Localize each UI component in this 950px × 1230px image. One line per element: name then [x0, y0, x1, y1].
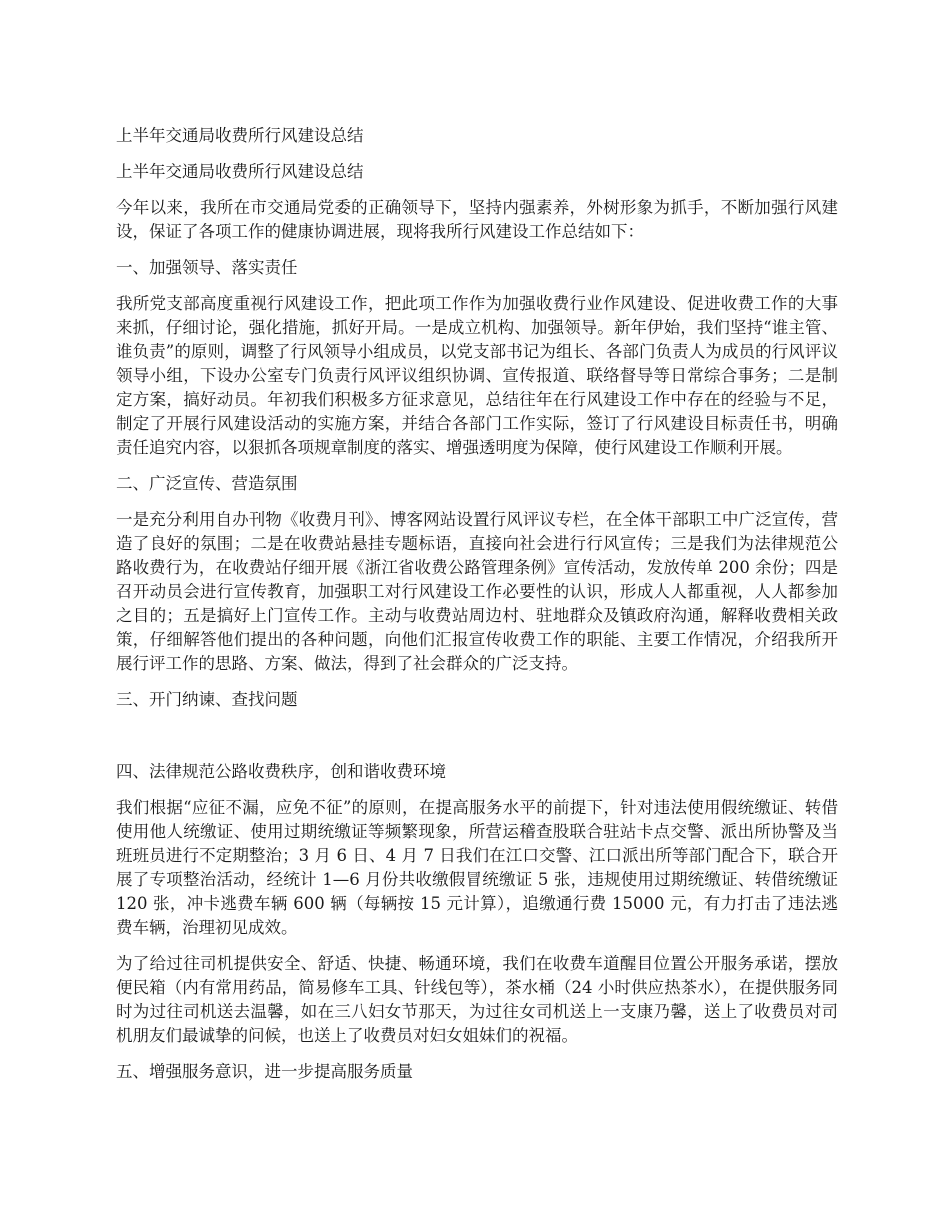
section-4-paragraph-2: 为了给过往司机提供安全、舒适、快捷、畅通环境，我们在收费车道醒目位置公开服务承诺，摆放便民箱（内有常用药品，简易修车工具、针线包等），茶水桶（24 小时供应热茶水），在提供服务同时为过往司机送去温馨，如在三八妇女节那天，为过往女司机送上一支康乃馨，送上了收费员对司机朋友们最诚挚的问候，也送上了收费员对妇女姐妹们的祝福。: [116, 954, 838, 1045]
intro-paragraph: 今年以来，我所在市交通局党委的正确领导下，坚持内强素养，外树形象为抓手，不断加强行风建设，保证了各项工作的健康协调进展，现将我所行风建设工作总结如下：: [116, 198, 838, 241]
section-1-heading: 一、加强领导、落实责任: [116, 258, 298, 277]
section-2-heading: 二、广泛宣传、营造氛围: [116, 474, 298, 493]
section-5-heading: 五、增强服务意识，进一步提高服务质量: [116, 1062, 413, 1081]
section-3-heading: 三、开门纳谏、查找问题: [116, 690, 298, 709]
section-2-paragraph: 一是充分利用自办刊物《收费月刊》、博客网站设置行风评议专栏，在全体干部职工中广泛宣传，营造了良好的氛围；二是在收费站悬挂专题标语，直接向社会进行行风宣传；三是我们为法律规范公路收费行为，在收费站仔细开展《浙江省收费公路管理条例》宣传活动，发放传单 200 余份；四是召开动员会进行宣传教育，加强职工对行风建设工作必要性的认识，形成人人都重视，人人都参加之目的；五是搞好上门宣传工作。主动与收费站周边村、驻地群众及镇政府沟通，解释收费相关政策，仔细解答他们提出的各种问题，向他们汇报宣传收费工作的职能、主要工作情况，介绍我所开展行评工作的思路、方案、做法，得到了社会群众的广泛支持。: [116, 510, 838, 673]
section-4-heading: 四、法律规范公路收费秩序，创和谐收费环境: [116, 762, 446, 781]
document-subtitle: 上半年交通局收费所行风建设总结: [116, 162, 364, 181]
document-page: [116, 124, 838, 1084]
section-4-paragraph-1: 我们根据“应征不漏，应免不征”的原则，在提高服务水平的前提下，针对违法使用假统缴证、转借使用他人统缴证、使用过期统缴证等频繁现象，所营运稽查股联合驻站卡点交警、派出所协警及当班班员进行不定期整治；3 月 6 日、4 月 7 日我们在江口交警、江口派出所等部门配合下，联合开展了专项整治活动，经统计 1—6 月份共收缴假冒统缴证 5 张，违规使用过期统缴证、转借统缴证 120 张，冲卡逃费车辆 600 辆（每辆按 15 元计算），追缴通行费 15000 元，有力打击了违法逃费车辆，治理初见成效。: [116, 798, 838, 937]
document-title: 上半年交通局收费所行风建设总结: [116, 126, 364, 145]
section-1-paragraph: 我所党支部高度重视行风建设工作，把此项工作作为加强收费行业作风建设、促进收费工作的大事来抓，仔细讨论，强化措施，抓好开局。一是成立机构、加强领导。新年伊始，我们坚持“谁主管、谁负责”的原则，调整了行风领导小组成员，以党支部书记为组长、各部门负责人为成员的行风评议领导小组，下设办公室专门负责行风评议组织协调、宣传报道、联络督导等日常综合事务；二是制定方案，搞好动员。年初我们积极多方征求意见，总结往年在行风建设工作中存在的经验与不足，制定了开展行风建设活动的实施方案，并结合各部门工作实际，签订了行风建设目标责任书，明确责任追究内容，以狠抓各项规章制度的落实、增强透明度为保障，使行风建设工作顺利开展。: [116, 294, 838, 457]
